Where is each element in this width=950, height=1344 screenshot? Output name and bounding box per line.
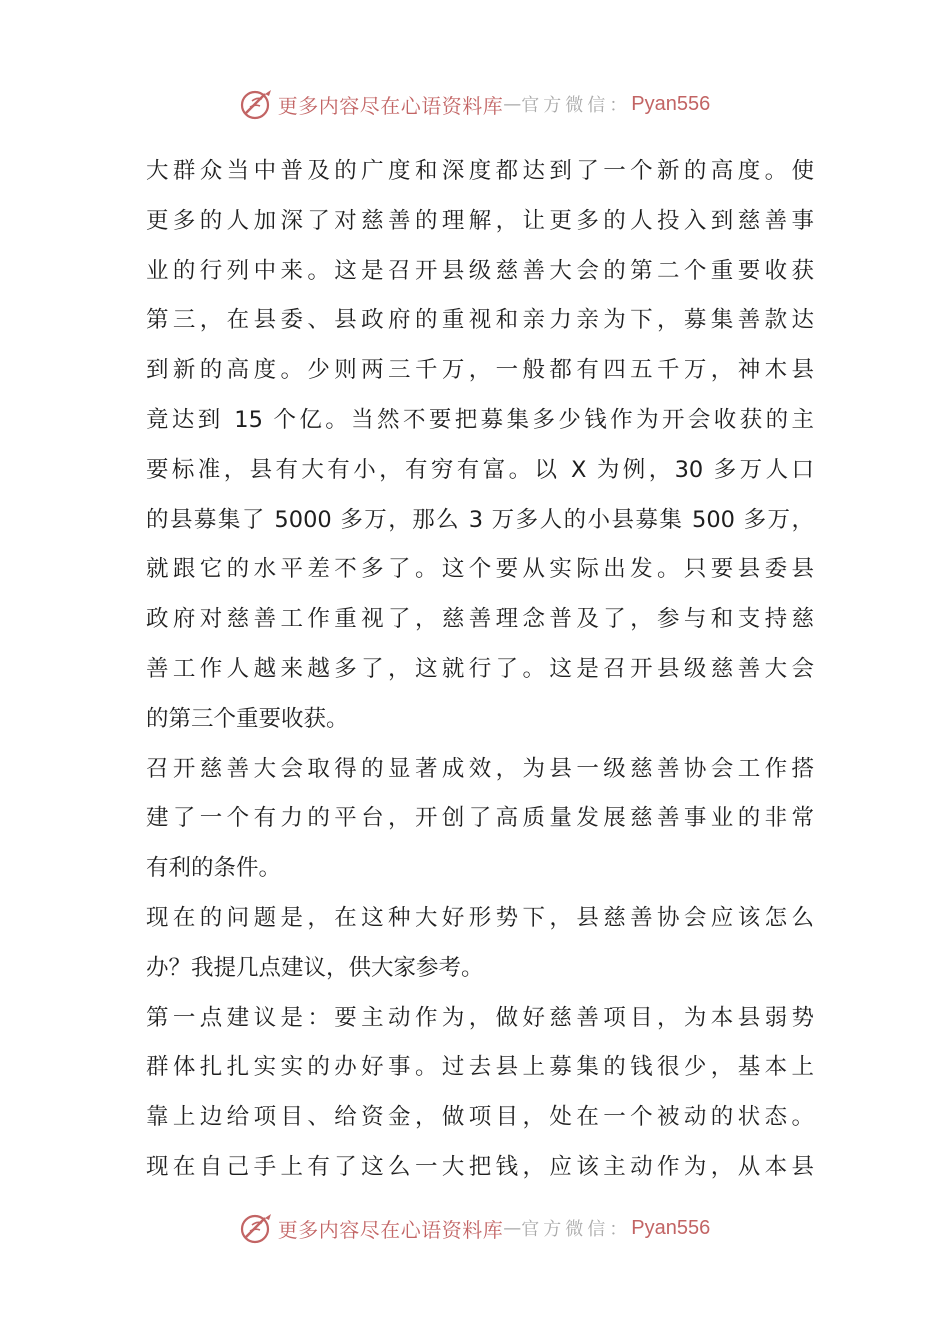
text-line: 要标准，县有大有小，有穷有富。以 X 为例，30 多万人口 — [146, 456, 814, 483]
text-line: 第一点建议是：要主动作为，做好慈善项目，为本县弱势 — [146, 1004, 814, 1031]
text-line: 第三，在县委、县政府的重视和亲力亲为下，募集善款达 — [146, 307, 814, 334]
banner-text: 更多内容尽在心语资料库 — [277, 1217, 504, 1242]
text-line: 善工作人越来越多了，这就行了。这是召开县级慈善大会 — [146, 655, 814, 682]
text-line: 政府对慈善工作重视了，慈善理念普及了，参与和支持慈 — [146, 606, 814, 633]
banner-separator: — — [503, 93, 522, 115]
text-line: 建了一个有力的平台，开创了高质量发展慈善事业的非常 — [146, 805, 814, 832]
document-body — [146, 147, 814, 1193]
text-line: 办？我提几点建议，供大家参考。 — [146, 954, 484, 981]
banner-wechat-label: 官方微信： — [521, 95, 632, 116]
quill-logo-icon — [240, 87, 274, 121]
text-line: 群体扎扎实实的办好事。过去县上募集的钱很少，基本上 — [146, 1054, 814, 1081]
text-line: 现在自己手上有了这么一大把钱，应该主动作为，从本县 — [146, 1153, 814, 1180]
banner-separator: — — [503, 1217, 522, 1239]
text-line: 召开慈善大会取得的显著成效，为县一级慈善协会工作搭 — [146, 755, 814, 782]
text-line: 的第三个重要收获。 — [146, 705, 349, 732]
quill-logo-icon — [240, 1211, 274, 1245]
header-banner — [0, 84, 950, 124]
text-line: 到新的高度。少则两三千万，一般都有四五千万，神木县 — [146, 357, 814, 384]
text-line: 靠上边给项目、给资金，做项目，处在一个被动的状态。 — [146, 1104, 814, 1131]
text-line: 大群众当中普及的广度和深度都达到了一个新的高度。使 — [146, 158, 814, 184]
text-line: 有利的条件。 — [146, 855, 282, 882]
footer-banner — [0, 1208, 950, 1248]
text-line: 就跟它的水平差不多了。这个要从实际出发。只要县委县 — [146, 556, 814, 583]
banner-wechat-label: 官方微信： — [521, 1219, 632, 1240]
text-line: 的县募集了 5000 多万，那么 3 万多人的小县募集 500 多万， — [146, 506, 814, 533]
text-line: 更多的人加深了对慈善的理解，让更多的人投入到慈善事 — [146, 207, 814, 234]
banner-text: 更多内容尽在心语资料库 — [277, 93, 504, 118]
text-line: 业的行列中来。这是召开县级慈善大会的第二个重要收获 — [146, 257, 814, 284]
banner-wechat-id: Pyan556 — [631, 92, 711, 115]
banner-wechat-id: Pyan556 — [631, 1216, 711, 1239]
text-line: 现在的问题是，在这种大好形势下，县慈善协会应该怎么 — [146, 904, 814, 931]
text-line: 竟达到 15 个亿。当然不要把募集多少钱作为开会收获的主 — [146, 406, 814, 433]
